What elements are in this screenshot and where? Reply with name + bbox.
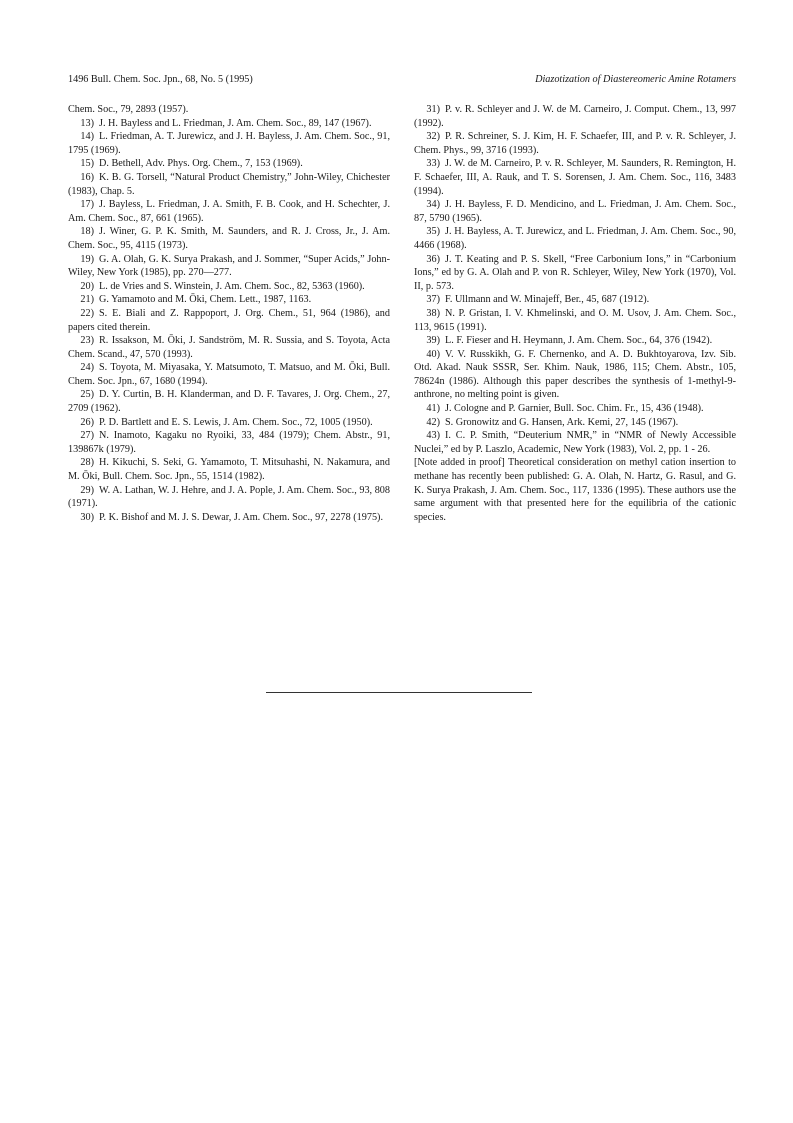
reference-33: 33) J. W. de M. Carneiro, P. v. R. Schleyer, M. Saunders, R. Remington, H. F. Schaefer, III, A. Rauk, and T. S. Sorensen, J. Am. Chem. Soc., 116, 3483 (1994). — [414, 158, 736, 197]
reference-38: 38) N. P. Gristan, I. V. Khmelinski, and O. M. Usov, J. Am. Chem. Soc., 113, 9615 (1991). — [414, 307, 736, 333]
reference-12-continuation: Chem. Soc., 79, 2893 (1957). — [68, 104, 189, 115]
reference-21: 21) G. Yamamoto and M. Ōki, Chem. Lett., 1987, 1163. — [80, 294, 312, 306]
reference-37: 37) F. Ullmann and W. Minajeff, Ber., 45, 687 (1912). — [426, 294, 650, 306]
note-added-in-proof: [Note added in proof] Theoretical consideration on methyl cation insertion to methane has recently been published: G. A. Olah, N. Hartz, G. Rasul, and G. K. Surya Prakash, J. Am. Chem. Soc., 117, 1336 (1995). These authors use the same argument with that presented here for the equilibria of the cationic species. — [414, 457, 736, 523]
reference-26: 26) P. D. Bartlett and E. S. Lewis, J. Am. Chem. Soc., 72, 1005 (1950). — [80, 416, 373, 428]
reference-34: 34) J. H. Bayless, F. D. Mendicino, and L. Friedman, J. Am. Chem. Soc., 87, 5790 (1965). — [414, 199, 736, 224]
reference-41: 41) J. Cologne and P. Garnier, Bull. Soc. Chim. Fr., 15, 436 (1948). — [426, 403, 704, 415]
reference-15: 15) D. Bethell, Adv. Phys. Org. Chem., 7, 153 (1969). — [80, 158, 303, 170]
reference-13: 13) J. H. Bayless and L. Friedman, J. Am. Chem. Soc., 89, 147 (1967). — [80, 117, 372, 129]
running-title: Diazotization of Diastereomeric Amine Rotamers — [535, 74, 736, 85]
reference-25: 25) D. Y. Curtin, B. H. Klanderman, and D. F. Tavares, J. Org. Chem., 27, 2709 (1962). — [68, 389, 390, 415]
reference-27: 27) N. Inamoto, Kagaku no Ryoiki, 33, 484 (1979); Chem. Abstr., 91, 139867k (1979). — [68, 430, 390, 455]
reference-16: 16) K. B. G. Torsell, “Natural Product Chemistry,” John-Wiley, Chichester (1983), Chap. 5. — [68, 171, 390, 197]
references-left-column — [68, 103, 390, 524]
reference-30: 30) P. K. Bishof and M. J. S. Dewar, J. Am. Chem. Soc., 97, 2278 (1975). — [80, 511, 383, 523]
reference-42: 42) S. Gronowitz and G. Hansen, Ark. Kemi, 27, 145 (1967). — [426, 416, 679, 428]
reference-29: 29) W. A. Lathan, W. J. Hehre, and J. A. Pople, J. Am. Chem. Soc., 93, 808 (1971). — [68, 484, 390, 510]
page-number-and-journal: 1496 Bull. Chem. Soc. Jpn., 68, No. 5 (1995) — [68, 74, 253, 85]
reference-32: 32) P. R. Schreiner, S. J. Kim, H. F. Schaefer, III, and P. v. R. Schleyer, J. Chem. Phys., 99, 3716 (1993). — [414, 131, 736, 156]
end-of-article-rule — [266, 692, 532, 693]
reference-22: 22) S. E. Biali and Z. Rappoport, J. Org. Chem., 51, 964 (1986), and papers cited therein. — [68, 307, 390, 333]
reference-39: 39) L. F. Fieser and H. Heymann, J. Am. Chem. Soc., 64, 376 (1942). — [426, 335, 713, 347]
reference-43: 43) I. C. P. Smith, “Deuterium NMR,” in “NMR of Newly Accessible Nuclei,” ed by P. Laszlo, Academic, New York (1983), Vol. 2, pp. 1 - 26. — [414, 430, 736, 455]
reference-35: 35) J. H. Bayless, A. T. Jurewicz, and L. Friedman, J. Am. Chem. Soc., 90, 4466 (1968). — [414, 226, 736, 251]
reference-36: 36) J. T. Keating and P. S. Skell, “Free Carbonium Ions,” in “Carbonium Ions,” ed by G. A. Olah and P. von R. Schleyer, Wiley, New York (1970), Vol. II, p. 573. — [414, 253, 736, 292]
reference-14: 14) L. Friedman, A. T. Jurewicz, and J. H. Bayless, J. Am. Chem. Soc., 91, 1795 (1969). — [68, 131, 390, 156]
reference-23: 23) R. Issakson, M. Ōki, J. Sandström, M. R. Sussia, and S. Toyota, Acta Chem. Scand., 47, 570 (1993). — [68, 335, 390, 360]
reference-17: 17) J. Bayless, L. Friedman, J. A. Smith, F. B. Cook, and H. Schechter, J. Am. Chem. Soc., 87, 661 (1965). — [68, 199, 390, 224]
reference-20: 20) L. de Vries and S. Winstein, J. Am. Chem. Soc., 82, 5363 (1960). — [80, 280, 365, 292]
reference-28: 28) H. Kikuchi, S. Seki, G. Yamamoto, T. Mitsuhashi, N. Nakamura, and M. Ōki, Bull. Chem. Soc. Jpn., 55, 1514 (1982). — [68, 457, 390, 483]
page-header — [68, 74, 736, 88]
reference-24: 24) S. Toyota, M. Miyasaka, Y. Matsumoto, T. Matsuo, and M. Ōki, Bull. Chem. Soc. Jpn., 67, 1680 (1994). — [68, 362, 390, 387]
reference-31: 31) P. v. R. Schleyer and J. W. de M. Carneiro, J. Comput. Chem., 13, 997 (1992). — [414, 104, 736, 129]
reference-18: 18) J. Winer, G. P. K. Smith, M. Saunders, and R. J. Cross, Jr., J. Am. Chem. Soc., 95, 4115 (1973). — [68, 226, 390, 251]
references-right-column — [414, 103, 736, 524]
reference-40: 40) V. V. Russkikh, G. F. Chernenko, and A. D. Bukhtoyarova, Izv. Sib. Otd. Akad. Nauk SSSR, Ser. Khim. Nauk, 1986, 115; Chem. Abstr., 105, 78624n (1986). Although this paper describes the synthesis of 1-methyl-9-anthrone, no melting point is given. — [414, 348, 736, 401]
reference-19: 19) G. A. Olah, G. K. Surya Prakash, and J. Sommer, “Super Acids,” John-Wiley, New York (1985), pp. 270—277. — [68, 253, 390, 279]
